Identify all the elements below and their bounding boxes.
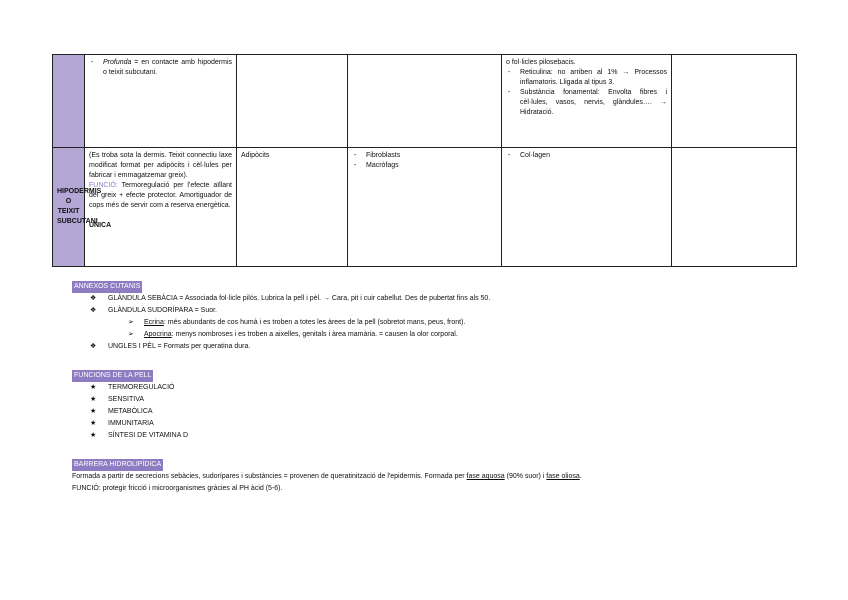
description-cell — [85, 55, 237, 148]
section-heading: FUNCIONS DE LA PELL — [72, 370, 153, 382]
funcio-text: FUNCIÓ: Termoregulació per l'efecte aïllant del greix + efecte protector. Amortiguador de cops més de servir com a reserva energètica. — [89, 182, 232, 209]
star-bullet-icon: ★ — [90, 432, 97, 439]
barrera-section — [72, 459, 582, 495]
diamond-bullet-icon: ❖ — [90, 295, 97, 302]
star-bullet-icon: ★ — [90, 420, 97, 427]
table-row — [53, 148, 797, 267]
components-cell — [348, 148, 502, 267]
list-item: ★ SÍNTESI DE VITAMINA D — [72, 430, 188, 442]
unica-label: ÚNICA — [89, 222, 112, 229]
annexos-section — [72, 281, 490, 353]
list-item: ➢ Ecrina: més abundants de cos humà i es troben a totes les àrees de la pell (sobretot mans, peus, front). — [72, 317, 490, 329]
list-item: - Macròfags — [352, 161, 497, 171]
list-item: ❖ GLÀNDULA SEBÀCIA = Associada fol·licle pilós. Lubrica la pell i pèl. → Cara, pit i cuir cabellut. Des de pubertat fins als 50. — [72, 293, 490, 305]
section-heading: ANNEXOS CUTANIS — [72, 281, 142, 293]
list-item: - Col·lagen — [506, 151, 667, 161]
arrow-bullet-icon: ➢ — [128, 319, 134, 326]
diamond-bullet-icon: ❖ — [90, 307, 97, 314]
list-item: - Fibroblasts — [352, 151, 497, 161]
hipodermis-description: (Es troba sota la dermis. Teixit connectiu laxe modificat format per adipòcits i cèl·lules per fabricar i emmagatzemar greix). — [89, 152, 232, 179]
section-heading: BARRERA HIDROLIPÍDICA — [72, 459, 163, 471]
paragraph-line: FUNCIÓ: protegir fricció i microorganismes gràcies al PH àcid (5-6). — [72, 485, 283, 492]
list-item: ❖ UNGLES I PÈL = Formats per queratina dura. — [72, 341, 490, 353]
funcions-section — [72, 370, 188, 442]
list-item: ★ METABÒLICA — [72, 406, 188, 418]
arrow-bullet-icon: ➢ — [128, 331, 134, 338]
star-bullet-icon: ★ — [90, 396, 97, 403]
cells-cell: Adipòcits — [237, 148, 348, 267]
list-item: o fol·licles pilosebacis. — [506, 59, 576, 66]
list-item: ➢ Apocrina: menys nombroses i es troben a aixelles, genitals i àrea mamària. = causen la olor corporal. — [72, 329, 490, 341]
list-item: - Substància fonamental: Envolta fibres i cèl·lules, vasos, nervis, glàndules…. → Hidratació. — [506, 88, 667, 118]
cells-cell — [237, 55, 348, 148]
star-bullet-icon: ★ — [90, 408, 97, 415]
empty-cell — [672, 55, 797, 148]
table-row — [53, 55, 797, 148]
skin-layers-table — [52, 54, 797, 267]
list-item: - Reticulina: no arriben al 1% → Processos inflamatoris. Lligada al tipus 3. — [506, 68, 667, 88]
empty-cell — [672, 148, 797, 267]
description-cell — [85, 148, 237, 267]
list-item: ★ SENSITIVA — [72, 394, 188, 406]
list-item: ❖ GLÀNDULA SUDORÍPARA = Suor. — [72, 305, 490, 317]
list-item: ★ IMMUNITARIA — [72, 418, 188, 430]
list-item: - Profunda = en contacte amb hipodermis o teixit subcutani. — [89, 58, 232, 78]
components-cell — [348, 55, 502, 148]
diamond-bullet-icon: ❖ — [90, 343, 97, 350]
row-label-hipodermis: HIPODERMIS O TEIXIT SUBCUTANI — [53, 148, 85, 267]
paragraph-line: Formada a partir de secrecions sebàcies, sudorípares i substàncies = provenen de queratinització de l'epidermis. Formada per fase aquosa (90% suor) i fase oliosa. — [72, 473, 582, 480]
fibers-cell — [502, 148, 672, 267]
list-item: ★ TERMOREGULACIÓ — [72, 382, 188, 394]
row-label-cell — [53, 55, 85, 148]
fibers-cell — [502, 55, 672, 148]
star-bullet-icon: ★ — [90, 384, 97, 391]
